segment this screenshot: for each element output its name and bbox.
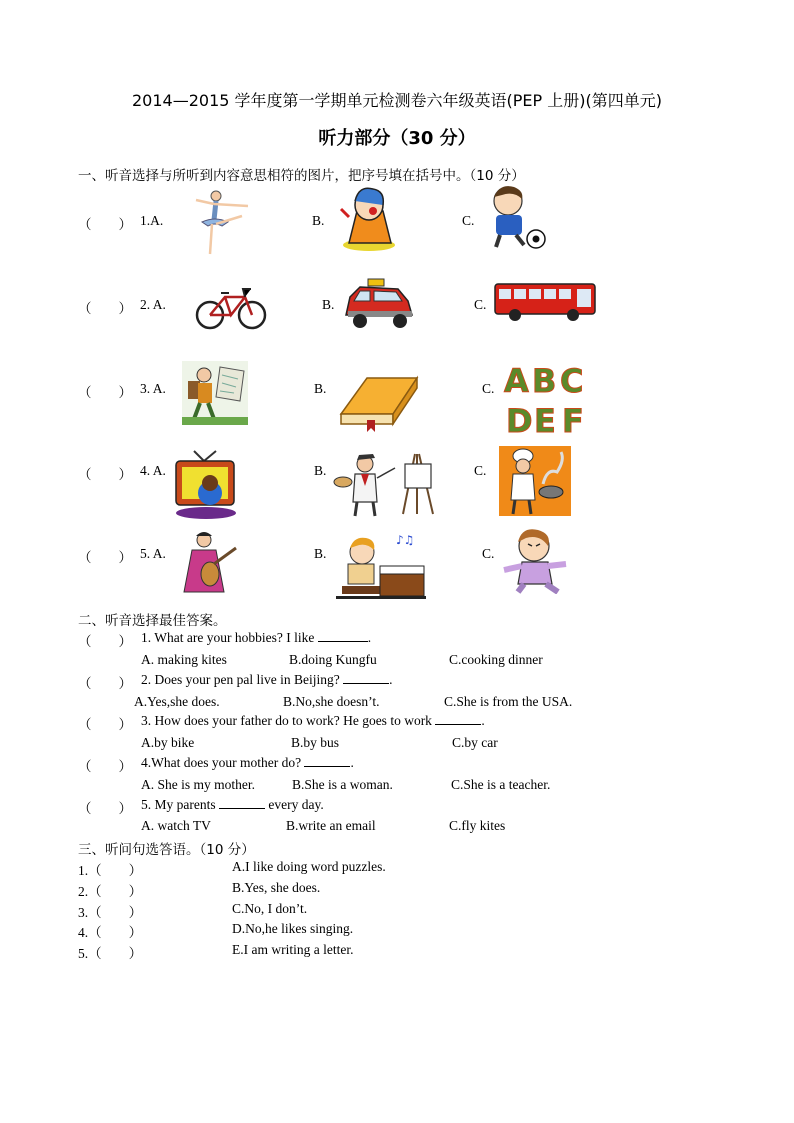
part2-q1-paren[interactable]: （ ） bbox=[78, 634, 132, 649]
letter-e: E bbox=[534, 402, 556, 436]
section-1-heading: 一、听音选择与所听到内容意思相符的图片，把序号填在括号中。（10 分） bbox=[78, 168, 525, 184]
q2-answer-paren[interactable]: （ ） bbox=[78, 301, 132, 316]
ballet-dancer-image bbox=[178, 186, 252, 256]
painter-image bbox=[333, 450, 441, 518]
part2-q1-option-c: C.cooking dinner bbox=[449, 652, 543, 667]
part2-q5-paren[interactable]: （ ） bbox=[78, 801, 132, 816]
piano-boy-image bbox=[336, 530, 426, 600]
pipa-player-image bbox=[180, 530, 242, 600]
q4-label-c: C. bbox=[474, 463, 487, 478]
part2-q1-option-a: A. making kites bbox=[141, 652, 227, 667]
part2-q5-option-b: B.write an email bbox=[286, 818, 376, 833]
abc-letters-image bbox=[502, 360, 590, 436]
page-title: 2014—2015 学年度第一学期单元检测卷六年级英语(PEP 上册)(第四单元) bbox=[132, 91, 662, 110]
q4-answer-paren[interactable]: （ ） bbox=[78, 467, 132, 482]
q2-label-c: C. bbox=[474, 297, 487, 312]
part2-q4-paren[interactable]: （ ） bbox=[78, 759, 132, 774]
part2-q5-option-a: A. watch TV bbox=[141, 818, 211, 833]
part3-answer-a: A.I like doing word puzzles. bbox=[232, 859, 386, 874]
q1-answer-paren[interactable]: （ ） bbox=[78, 217, 132, 232]
watching-tv-image bbox=[170, 449, 240, 521]
section-3-heading: 三、听问句选答语。（10 分） bbox=[78, 842, 255, 858]
part2-q1-option-b: B.doing Kungfu bbox=[289, 652, 377, 667]
part3-item-5-paren[interactable]: 5.（ ） bbox=[78, 946, 143, 961]
q5-answer-paren[interactable]: （ ） bbox=[78, 550, 132, 565]
answer-blank[interactable] bbox=[435, 724, 481, 725]
part2-q2-paren[interactable]: （ ） bbox=[78, 676, 132, 691]
part2-q1-text: 1. What are your hobbies? I like . bbox=[141, 630, 372, 645]
part3-item-4-paren[interactable]: 4.（ ） bbox=[78, 925, 143, 940]
bus-image bbox=[493, 280, 599, 322]
chef-cooking-image bbox=[499, 446, 571, 516]
q3-answer-paren[interactable]: （ ） bbox=[78, 385, 132, 400]
hiker-with-map-image bbox=[182, 361, 248, 425]
letter-d: D bbox=[506, 402, 533, 436]
part2-q3-paren[interactable]: （ ） bbox=[78, 717, 132, 732]
q5-label-b: B. bbox=[314, 546, 327, 561]
letter-c: C bbox=[560, 362, 584, 400]
kungfu-boy-image bbox=[500, 524, 584, 594]
part2-q5-option-c: C.fly kites bbox=[449, 818, 506, 833]
part2-q3-option-a: A.by bike bbox=[141, 735, 195, 750]
part2-q3-option-c: C.by car bbox=[452, 735, 498, 750]
book-image bbox=[337, 370, 419, 434]
part2-q4-option-c: C.She is a teacher. bbox=[451, 777, 551, 792]
q5-label-c: C. bbox=[482, 546, 495, 561]
bicycle-image bbox=[195, 285, 267, 331]
answer-blank[interactable] bbox=[219, 808, 265, 809]
q2-label-a: 2. A. bbox=[140, 297, 166, 312]
part3-answer-d: D.No,he likes singing. bbox=[232, 921, 354, 936]
page-subtitle: 听力部分（30 分） bbox=[318, 128, 476, 149]
part2-q4-option-b: B.She is a woman. bbox=[292, 777, 393, 792]
q3-label-b: B. bbox=[314, 381, 327, 396]
part3-item-3-paren[interactable]: 3.（ ） bbox=[78, 905, 143, 920]
letter-f: F bbox=[562, 402, 584, 436]
q3-label-a: 3. A. bbox=[140, 381, 166, 396]
part3-answer-e: E.I am writing a letter. bbox=[232, 942, 354, 957]
section-2-heading: 二、听音选择最佳答案。 bbox=[78, 613, 227, 629]
answer-blank[interactable] bbox=[343, 683, 389, 684]
answer-blank[interactable] bbox=[318, 641, 368, 642]
part3-answer-c: C.No, I don’t. bbox=[232, 901, 308, 916]
q3-label-c: C. bbox=[482, 381, 495, 396]
part2-q3-option-b: B.by bus bbox=[291, 735, 340, 750]
part3-answer-b: B.Yes, she does. bbox=[232, 880, 321, 895]
part2-q2-option-c: C.She is from the USA. bbox=[444, 694, 573, 709]
q2-label-b: B. bbox=[322, 297, 335, 312]
letter-a: A bbox=[504, 362, 529, 400]
part2-q4-text: 4.What does your mother do? . bbox=[141, 755, 354, 770]
part2-q2-option-b: B.No,she doesn’t. bbox=[283, 694, 380, 709]
letter-b: B bbox=[532, 362, 557, 400]
q1-label-c: C. bbox=[462, 213, 475, 228]
part2-q5-text: 5. My parents every day. bbox=[141, 797, 324, 812]
q1-label-b: B. bbox=[312, 213, 325, 228]
part3-item-1-paren[interactable]: 1.（ ） bbox=[78, 863, 143, 878]
part3-item-2-paren[interactable]: 2.（ ） bbox=[78, 884, 143, 899]
taxi-image bbox=[340, 277, 416, 333]
part2-q3-text: 3. How does your father do to work? He goes to work . bbox=[141, 713, 485, 728]
q1-label-a: 1.A. bbox=[140, 213, 164, 228]
singing-girl-image bbox=[335, 183, 405, 253]
answer-blank[interactable] bbox=[304, 766, 350, 767]
q5-label-a: 5. A. bbox=[140, 546, 166, 561]
part2-q2-text: 2. Does your pen pal live in Beijing? . bbox=[141, 672, 393, 687]
svg-text:♪♫: ♪♫ bbox=[396, 533, 415, 547]
q4-label-b: B. bbox=[314, 463, 327, 478]
part2-q2-option-a: A.Yes,she does. bbox=[134, 694, 220, 709]
soccer-boy-image bbox=[480, 183, 550, 251]
q4-label-a: 4. A. bbox=[140, 463, 166, 478]
part2-q4-option-a: A. She is my mother. bbox=[141, 777, 255, 792]
